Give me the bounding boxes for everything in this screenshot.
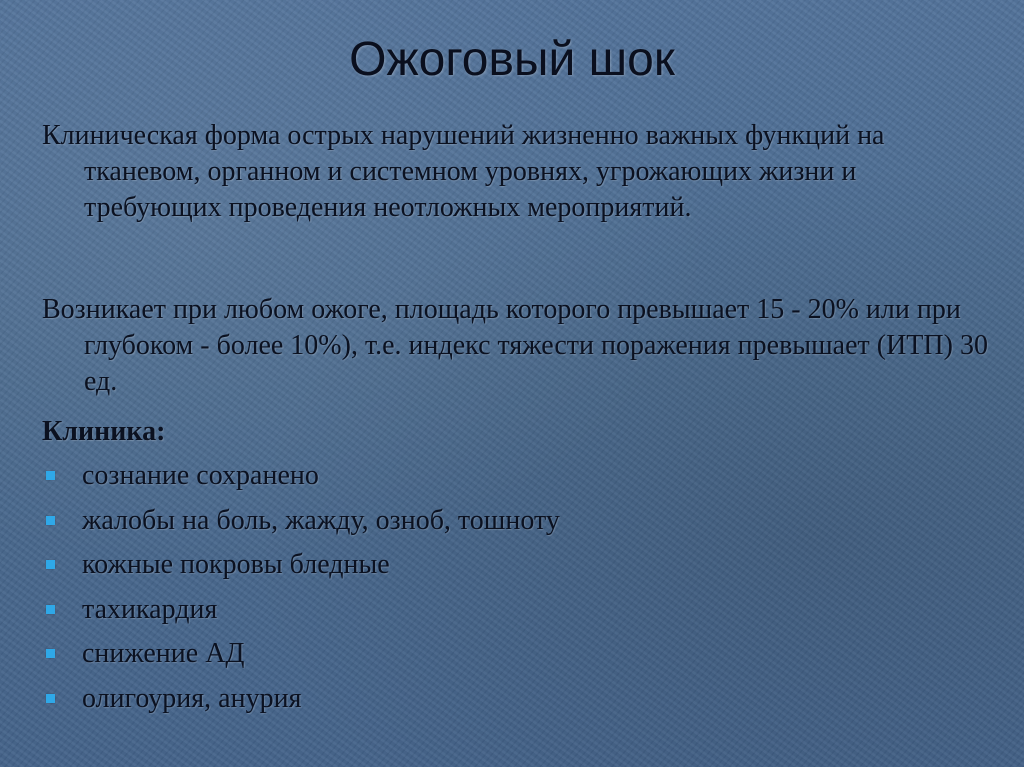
square-bullet-icon [46,649,55,658]
occurrence-paragraph: Возникает при любом ожоге, площадь которого превышает 15 - 20% или при глубоком - более 10%), т.е. индекс тяжести поражения превышает (ИТП) 30 ед. [42,294,988,397]
slide-title: Ожоговый шок [349,33,675,86]
square-bullet-icon [46,694,55,703]
square-bullet-icon [46,471,55,480]
square-bullet-icon [46,605,55,614]
list-item-text: тахикардия [82,593,218,625]
list-item-text: олигоурия, анурия [82,682,302,714]
list-item-text: сознание сохранено [82,460,319,491]
square-bullet-icon [46,516,55,525]
clinic-heading: Клиника: [42,416,166,447]
definition-paragraph: Клиническая форма острых нарушений жизненно важных функций на тканевом, органном и системном уровнях, угрожающих жизни и требующих проведения неотложных мероприятий. [42,120,885,223]
square-bullet-icon [46,560,55,569]
list-item-text: кожные покровы бледные [82,549,390,580]
list-item-text: снижение АД [82,638,245,669]
list-item-text: жалобы на боль, жажду, озноб, тошноту [82,504,560,536]
